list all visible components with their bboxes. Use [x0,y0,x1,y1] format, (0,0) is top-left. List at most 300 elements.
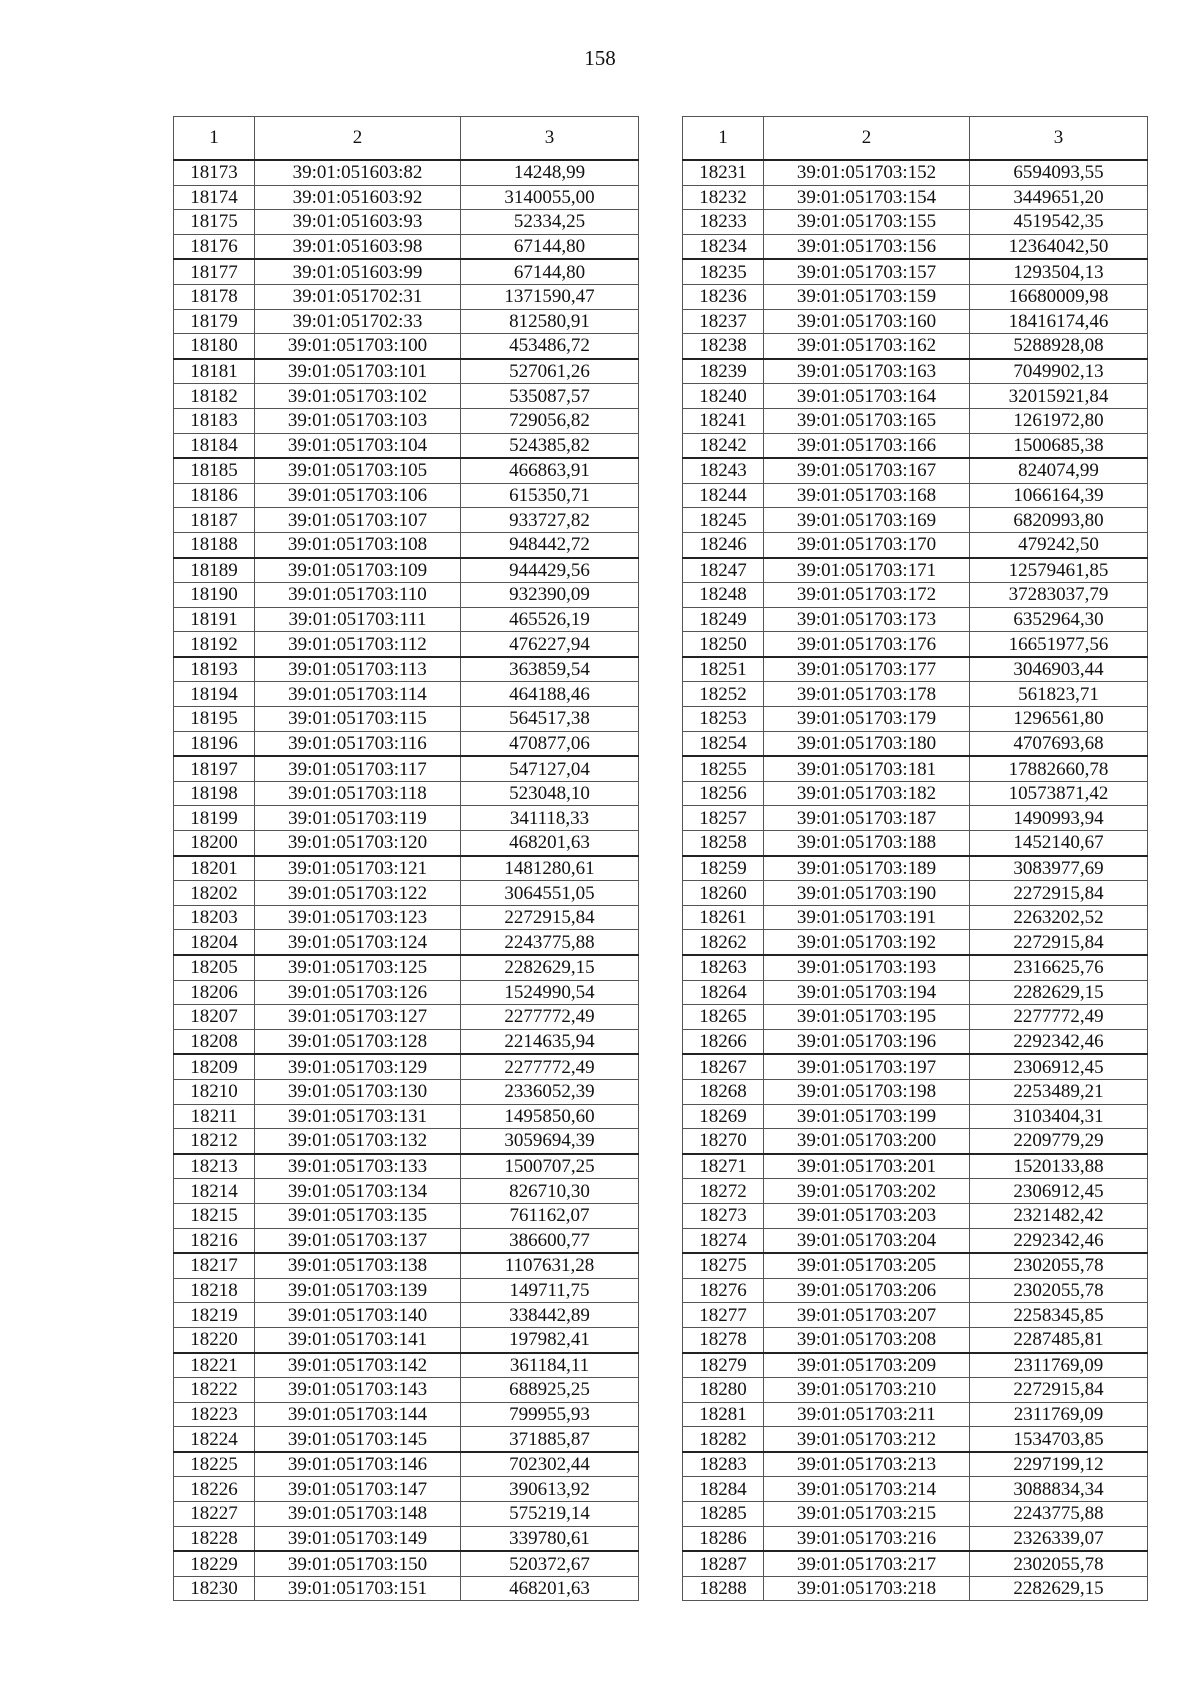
cadastral-number-cell: 39:01:051703:147 [255,1477,461,1502]
cadastral-number-cell: 39:01:051703:119 [255,806,461,831]
cadastral-number-cell: 39:01:051703:162 [764,334,970,359]
table-row [683,433,1148,458]
table-row [683,1203,1148,1228]
table-row [174,1477,639,1502]
value-cell: 453486,72 [461,334,639,359]
value-cell: 547127,04 [461,756,639,781]
value-cell: 12579461,85 [970,558,1148,583]
value-cell: 464188,46 [461,682,639,707]
cadastral-number-cell: 39:01:051703:194 [764,980,970,1005]
table-row [174,210,639,235]
cadastral-number-cell: 39:01:051603:99 [255,259,461,284]
table-row [683,1353,1148,1378]
table-row [683,384,1148,409]
cadastral-number-cell: 39:01:051703:177 [764,657,970,682]
row-number-cell: 18192 [174,632,255,657]
table-row [683,632,1148,657]
row-number-cell: 18265 [683,1005,764,1030]
row-number-cell: 18222 [174,1378,255,1403]
table-row [683,707,1148,732]
table-row [174,1154,639,1179]
row-number-cell: 18226 [174,1477,255,1502]
cadastral-number-cell: 39:01:051703:130 [255,1079,461,1104]
table-row [174,1402,639,1427]
value-cell: 16680009,98 [970,284,1148,309]
cadastral-number-cell: 39:01:051703:178 [764,682,970,707]
row-number-cell: 18276 [683,1278,764,1303]
value-cell: 2306912,45 [970,1179,1148,1204]
row-number-cell: 18256 [683,781,764,806]
cadastral-number-cell: 39:01:051703:214 [764,1477,970,1502]
value-cell: 3046903,44 [970,657,1148,682]
table-header-row [683,117,1148,161]
row-number-cell: 18186 [174,483,255,508]
table-row [174,1576,639,1601]
value-cell: 1452140,67 [970,831,1148,856]
table-row [683,1378,1148,1403]
row-number-cell: 18284 [683,1477,764,1502]
row-number-cell: 18282 [683,1427,764,1452]
cadastral-number-cell: 39:01:051703:106 [255,483,461,508]
value-cell: 2321482,42 [970,1203,1148,1228]
table-row [174,185,639,210]
cadastral-number-cell: 39:01:051703:200 [764,1129,970,1154]
table-row [683,1029,1148,1054]
cadastral-number-cell: 39:01:051703:197 [764,1054,970,1079]
cadastral-number-cell: 39:01:051703:118 [255,781,461,806]
cadastral-number-cell: 39:01:051703:141 [255,1327,461,1352]
value-cell: 3103404,31 [970,1104,1148,1129]
table-row [174,1551,639,1576]
value-cell: 2282629,15 [461,955,639,980]
value-cell: 5288928,08 [970,334,1148,359]
table-row [174,1029,639,1054]
table-row [683,1427,1148,1452]
cadastral-number-cell: 39:01:051703:211 [764,1402,970,1427]
table-row [174,259,639,284]
value-cell: 3449651,20 [970,185,1148,210]
row-number-cell: 18229 [174,1551,255,1576]
table-row [683,234,1148,259]
value-cell: 16651977,56 [970,632,1148,657]
value-cell: 2263202,52 [970,905,1148,930]
value-cell: 2277772,49 [461,1005,639,1030]
row-number-cell: 18189 [174,558,255,583]
table-row [174,1079,639,1104]
row-number-cell: 18274 [683,1228,764,1253]
row-number-cell: 18194 [174,682,255,707]
value-cell: 10573871,42 [970,781,1148,806]
row-number-cell: 18264 [683,980,764,1005]
row-number-cell: 18257 [683,806,764,831]
row-number-cell: 18214 [174,1179,255,1204]
table-row [174,359,639,384]
table-row [683,1452,1148,1477]
cadastral-number-cell: 39:01:051703:218 [764,1576,970,1601]
row-number-cell: 18185 [174,458,255,483]
cadastral-table-right [682,116,1148,1601]
value-cell: 2282629,15 [970,1576,1148,1601]
cadastral-number-cell: 39:01:051703:176 [764,632,970,657]
row-number-cell: 18261 [683,905,764,930]
table-row [683,1228,1148,1253]
value-cell: 6352964,30 [970,607,1148,632]
table-row [174,508,639,533]
value-cell: 826710,30 [461,1179,639,1204]
cadastral-number-cell: 39:01:051703:107 [255,508,461,533]
value-cell: 1107631,28 [461,1253,639,1278]
table-row [683,1526,1148,1551]
value-cell: 523048,10 [461,781,639,806]
value-cell: 197982,41 [461,1327,639,1352]
table-row [683,1278,1148,1303]
row-number-cell: 18190 [174,583,255,608]
table-row [174,1104,639,1129]
cadastral-number-cell: 39:01:051703:145 [255,1427,461,1452]
cadastral-number-cell: 39:01:051703:134 [255,1179,461,1204]
value-cell: 52334,25 [461,210,639,235]
value-cell: 361184,11 [461,1353,639,1378]
row-number-cell: 18254 [683,731,764,756]
row-number-cell: 18271 [683,1154,764,1179]
value-cell: 1490993,94 [970,806,1148,831]
value-cell: 944429,56 [461,558,639,583]
value-cell: 2243775,88 [461,930,639,955]
row-number-cell: 18247 [683,558,764,583]
table-row [683,160,1148,185]
row-number-cell: 18269 [683,1104,764,1129]
table-row [174,1378,639,1403]
row-number-cell: 18217 [174,1253,255,1278]
value-cell: 2214635,94 [461,1029,639,1054]
row-number-cell: 18249 [683,607,764,632]
value-cell: 2302055,78 [970,1278,1148,1303]
row-number-cell: 18200 [174,831,255,856]
value-cell: 2258345,85 [970,1303,1148,1328]
table-header-row [174,117,639,161]
cadastral-number-cell: 39:01:051703:187 [764,806,970,831]
cadastral-number-cell: 39:01:051703:188 [764,831,970,856]
value-cell: 6820993,80 [970,508,1148,533]
column-header-number: 1 [683,117,764,161]
table-row [174,682,639,707]
value-cell: 564517,38 [461,707,639,732]
cadastral-number-cell: 39:01:051703:144 [255,1402,461,1427]
cadastral-number-cell: 39:01:051703:198 [764,1079,970,1104]
value-cell: 729056,82 [461,408,639,433]
value-cell: 761162,07 [461,1203,639,1228]
cadastral-number-cell: 39:01:051703:148 [255,1502,461,1527]
table-row [174,1179,639,1204]
table-row [174,583,639,608]
table-row [174,781,639,806]
value-cell: 524385,82 [461,433,639,458]
table-row [174,1502,639,1527]
row-number-cell: 18182 [174,384,255,409]
cadastral-number-cell: 39:01:051603:92 [255,185,461,210]
table-row [683,583,1148,608]
cadastral-number-cell: 39:01:051703:169 [764,508,970,533]
value-cell: 466863,91 [461,458,639,483]
row-number-cell: 18207 [174,1005,255,1030]
value-cell: 1534703,85 [970,1427,1148,1452]
row-number-cell: 18177 [174,259,255,284]
table-row [174,1427,639,1452]
value-cell: 2282629,15 [970,980,1148,1005]
cadastral-number-cell: 39:01:051703:195 [764,1005,970,1030]
cadastral-number-cell: 39:01:051703:103 [255,408,461,433]
value-cell: 1524990,54 [461,980,639,1005]
table-row [683,1551,1148,1576]
value-cell: 2336052,39 [461,1079,639,1104]
value-cell: 2277772,49 [461,1054,639,1079]
value-cell: 2272915,84 [970,1378,1148,1403]
value-cell: 67144,80 [461,234,639,259]
cadastral-number-cell: 39:01:051703:157 [764,259,970,284]
table-row [174,1278,639,1303]
table-row [683,532,1148,557]
value-cell: 6594093,55 [970,160,1148,185]
value-cell: 535087,57 [461,384,639,409]
row-number-cell: 18245 [683,508,764,533]
cadastral-number-cell: 39:01:051703:160 [764,309,970,334]
row-number-cell: 18240 [683,384,764,409]
table-row [174,458,639,483]
cadastral-number-cell: 39:01:051703:111 [255,607,461,632]
row-number-cell: 18236 [683,284,764,309]
table-row [683,756,1148,781]
value-cell: 2243775,88 [970,1502,1148,1527]
value-cell: 1371590,47 [461,284,639,309]
table-row [683,831,1148,856]
row-number-cell: 18252 [683,682,764,707]
table-row [683,1054,1148,1079]
row-number-cell: 18275 [683,1253,764,1278]
value-cell: 2311769,09 [970,1402,1148,1427]
row-number-cell: 18175 [174,210,255,235]
value-cell: 465526,19 [461,607,639,632]
row-number-cell: 18263 [683,955,764,980]
row-number-cell: 18283 [683,1452,764,1477]
row-number-cell: 18234 [683,234,764,259]
table-row [174,657,639,682]
value-cell: 1296561,80 [970,707,1148,732]
table-row [683,980,1148,1005]
table-row [174,408,639,433]
column-header-cadastral-number: 2 [764,117,970,161]
row-number-cell: 18208 [174,1029,255,1054]
row-number-cell: 18220 [174,1327,255,1352]
row-number-cell: 18183 [174,408,255,433]
cadastral-number-cell: 39:01:051703:124 [255,930,461,955]
value-cell: 948442,72 [461,532,639,557]
cadastral-number-cell: 39:01:051703:189 [764,856,970,881]
value-cell: 3064551,05 [461,881,639,906]
cadastral-number-cell: 39:01:051703:209 [764,1353,970,1378]
row-number-cell: 18227 [174,1502,255,1527]
table-row [174,384,639,409]
table-row [174,1228,639,1253]
cadastral-number-cell: 39:01:051703:171 [764,558,970,583]
row-number-cell: 18173 [174,160,255,185]
cadastral-number-cell: 39:01:051702:31 [255,284,461,309]
value-cell: 2292342,46 [970,1029,1148,1054]
row-number-cell: 18219 [174,1303,255,1328]
value-cell: 2292342,46 [970,1228,1148,1253]
row-number-cell: 18193 [174,657,255,682]
row-number-cell: 18211 [174,1104,255,1129]
cadastral-number-cell: 39:01:051703:199 [764,1104,970,1129]
cadastral-number-cell: 39:01:051603:98 [255,234,461,259]
table-row [683,1303,1148,1328]
value-cell: 67144,80 [461,259,639,284]
value-cell: 468201,63 [461,831,639,856]
table-row [683,607,1148,632]
cadastral-number-cell: 39:01:051703:127 [255,1005,461,1030]
row-number-cell: 18278 [683,1327,764,1352]
table-row [683,1179,1148,1204]
cadastral-number-cell: 39:01:051603:82 [255,160,461,185]
cadastral-number-cell: 39:01:051703:133 [255,1154,461,1179]
cadastral-number-cell: 39:01:051703:108 [255,532,461,557]
value-cell: 2272915,84 [970,881,1148,906]
row-number-cell: 18176 [174,234,255,259]
value-cell: 3088834,34 [970,1477,1148,1502]
cadastral-number-cell: 39:01:051703:156 [764,234,970,259]
value-cell: 17882660,78 [970,756,1148,781]
value-cell: 2306912,45 [970,1054,1148,1079]
row-number-cell: 18180 [174,334,255,359]
row-number-cell: 18286 [683,1526,764,1551]
value-cell: 468201,63 [461,1576,639,1601]
value-cell: 338442,89 [461,1303,639,1328]
table-row [683,1327,1148,1352]
row-number-cell: 18184 [174,433,255,458]
table-row [174,955,639,980]
column-header-cadastral-number: 2 [255,117,461,161]
value-cell: 2272915,84 [461,905,639,930]
value-cell: 824074,99 [970,458,1148,483]
row-number-cell: 18266 [683,1029,764,1054]
row-number-cell: 18232 [683,185,764,210]
table-row [683,1402,1148,1427]
row-number-cell: 18197 [174,756,255,781]
table-row [174,731,639,756]
cadastral-number-cell: 39:01:051703:132 [255,1129,461,1154]
table-row [683,856,1148,881]
value-cell: 2253489,21 [970,1079,1148,1104]
table-row [174,980,639,1005]
cadastral-number-cell: 39:01:051703:210 [764,1378,970,1403]
row-number-cell: 18241 [683,408,764,433]
row-number-cell: 18204 [174,930,255,955]
row-number-cell: 18196 [174,731,255,756]
row-number-cell: 18248 [683,583,764,608]
cadastral-number-cell: 39:01:051703:201 [764,1154,970,1179]
cadastral-number-cell: 39:01:051703:137 [255,1228,461,1253]
row-number-cell: 18181 [174,359,255,384]
cadastral-number-cell: 39:01:051703:154 [764,185,970,210]
cadastral-number-cell: 39:01:051703:129 [255,1054,461,1079]
table-row [683,558,1148,583]
table-row [174,856,639,881]
cadastral-number-cell: 39:01:051703:193 [764,955,970,980]
value-cell: 1481280,61 [461,856,639,881]
cadastral-number-cell: 39:01:051703:135 [255,1203,461,1228]
value-cell: 3059694,39 [461,1129,639,1154]
table-row [683,657,1148,682]
table-row [174,532,639,557]
row-number-cell: 18253 [683,707,764,732]
table-row [683,1576,1148,1601]
row-number-cell: 18277 [683,1303,764,1328]
value-cell: 1520133,88 [970,1154,1148,1179]
cadastral-number-cell: 39:01:051703:179 [764,707,970,732]
row-number-cell: 18213 [174,1154,255,1179]
table-row [174,756,639,781]
cadastral-number-cell: 39:01:051703:182 [764,781,970,806]
table-row [683,881,1148,906]
value-cell: 37283037,79 [970,583,1148,608]
row-number-cell: 18268 [683,1079,764,1104]
table-row [174,905,639,930]
table-row [683,483,1148,508]
value-cell: 32015921,84 [970,384,1148,409]
value-cell: 363859,54 [461,657,639,682]
value-cell: 7049902,13 [970,359,1148,384]
value-cell: 12364042,50 [970,234,1148,259]
cadastral-number-cell: 39:01:051703:126 [255,980,461,1005]
row-number-cell: 18198 [174,781,255,806]
value-cell: 1293504,13 [970,259,1148,284]
cadastral-number-cell: 39:01:051703:205 [764,1253,970,1278]
row-number-cell: 18215 [174,1203,255,1228]
value-cell: 14248,99 [461,160,639,185]
cadastral-number-cell: 39:01:051703:213 [764,1452,970,1477]
table-row [683,359,1148,384]
cadastral-number-cell: 39:01:051703:216 [764,1526,970,1551]
table-body-right [683,160,1148,1601]
table-row [683,458,1148,483]
value-cell: 1500707,25 [461,1154,639,1179]
row-number-cell: 18279 [683,1353,764,1378]
cadastral-number-cell: 39:01:051703:143 [255,1378,461,1403]
row-number-cell: 18216 [174,1228,255,1253]
cadastral-number-cell: 39:01:051703:151 [255,1576,461,1601]
value-cell: 561823,71 [970,682,1148,707]
row-number-cell: 18238 [683,334,764,359]
row-number-cell: 18195 [174,707,255,732]
cadastral-number-cell: 39:01:051703:181 [764,756,970,781]
value-cell: 4519542,35 [970,210,1148,235]
row-number-cell: 18187 [174,508,255,533]
table-row [174,1005,639,1030]
cadastral-number-cell: 39:01:051703:191 [764,905,970,930]
value-cell: 799955,93 [461,1402,639,1427]
cadastral-number-cell: 39:01:051702:33 [255,309,461,334]
cadastral-number-cell: 39:01:051603:93 [255,210,461,235]
row-number-cell: 18218 [174,1278,255,1303]
row-number-cell: 18231 [683,160,764,185]
table-row [174,1203,639,1228]
cadastral-number-cell: 39:01:051703:100 [255,334,461,359]
cadastral-number-cell: 39:01:051703:120 [255,831,461,856]
cadastral-number-cell: 39:01:051703:101 [255,359,461,384]
table-row [683,955,1148,980]
cadastral-number-cell: 39:01:051703:123 [255,905,461,930]
cadastral-number-cell: 39:01:051703:104 [255,433,461,458]
row-number-cell: 18205 [174,955,255,980]
